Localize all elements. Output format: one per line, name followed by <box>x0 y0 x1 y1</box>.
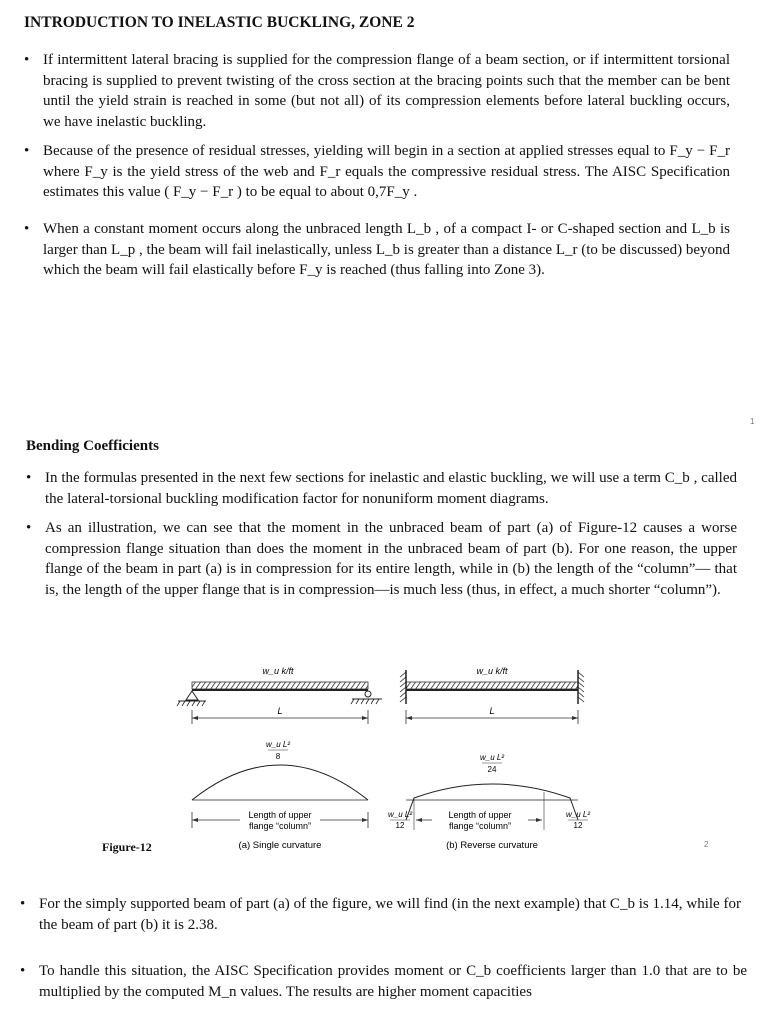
bullet-dot: • <box>24 221 30 237</box>
bullet-dot: • <box>26 470 32 486</box>
distributed-load-b <box>406 682 578 689</box>
slide1-bullet-1-text: If intermittent lateral bracing is supplied for the compression flange of a beam section, or if intermittent torsional bracing is supplied to prevent twisting of the cross section at the bracing points such that the member can be bent until the yield strain is reached in some (but not all) of its compression elements before lateral buckling occurs, we have inelastic buckling. <box>43 52 730 130</box>
bullet-dot: • <box>26 520 32 536</box>
svg-text:L: L <box>277 706 283 716</box>
slide2-bullet-1-text: In the formulas presented in the next few sections for inelastic and elastic buckling, we will use a term C_b , called the lateral-torsional buckling modification factor for nonuniform moment diagrams. <box>45 470 737 507</box>
figure-label: Figure-12 <box>102 840 152 854</box>
load-label-b: w_u k/ft <box>476 666 508 676</box>
svg-text:Length of upper: Length of upper <box>448 810 512 820</box>
span-dimension-a <box>192 706 368 724</box>
bullet-dot: • <box>20 963 26 979</box>
svg-text:w_u L²: w_u L² <box>387 810 413 819</box>
svg-text:24: 24 <box>487 765 497 774</box>
svg-text:8: 8 <box>275 752 281 761</box>
pin-support-left <box>177 691 206 706</box>
slide2-bullet-2-text: As an illustration, we can see that the moment in the unbraced beam of part (a) of Figure-12 causes a worse compression flange situation than does the moment in the unbraced beam of part (b). For one reason, the upper flange of the beam in part (a) is in compression for its entire length, while in (b) the length of the “column”— that is, the length of the upper flange that is in compression—is much less (thus, in effect, a much shorter “column”). <box>45 520 737 598</box>
svg-text:flange “column”: flange “column” <box>248 821 312 831</box>
slide3-bullet-2-text: To handle this situation, the AISC Specification provides moment or C_b coefficients larger than 1.0 that are to be multiplied by the computed M_n values. The results are higher moment capacities <box>39 963 747 1000</box>
svg-text:12: 12 <box>573 821 583 830</box>
page-number: 2 <box>704 840 709 849</box>
bullet-dot: • <box>24 52 30 68</box>
slide1-bullet-2-text: Because of the presence of residual stresses, yielding will begin in a section at applied stresses equal to F_y − F_r where F_y is the yield stress of the web and F_r equals the compressive residual stress. The AISC Specification estimates this value ( F_y − F_r ) to be equal to about 0,7F_y . <box>43 143 730 200</box>
slide1-bullet-3-text: When a constant moment occurs along the unbraced length L_b , of a compact I- or C-shaped section and L_b is larger than L_p , the beam will fail inelastically, unless L_b is greater than a distance L_r (to be discussed) beyond which the beam will fail elastically before F_y is reached (thus falling into Zone 3). <box>43 221 730 278</box>
slide2-title: Bending Coefficients <box>26 438 159 454</box>
distributed-load-a <box>192 682 368 689</box>
caption-b: (b) Reverse curvature <box>446 840 538 851</box>
flange-length-b <box>416 810 542 831</box>
roller-support-right <box>351 691 382 704</box>
figure-12 <box>170 660 610 860</box>
slide1-title: INTRODUCTION TO INELASTIC BUCKLING, ZONE 2 <box>24 14 415 31</box>
svg-text:Length of upper: Length of upper <box>248 810 312 820</box>
svg-text:L: L <box>489 706 495 716</box>
moment-diagram-a <box>192 740 368 800</box>
caption-a: (a) Single curvature <box>238 840 322 851</box>
slide3-bullet-1-text: For the simply supported beam of part (a) of the figure, we will find (in the next example) that C_b is 1.14, while for the beam of part (b) it is 2.38. <box>39 896 741 933</box>
svg-text:w_u L²: w_u L² <box>479 753 505 762</box>
flange-length-a <box>192 810 368 831</box>
bullet-dot: • <box>24 143 30 159</box>
svg-text:flange “column”: flange “column” <box>448 821 512 831</box>
svg-text:w_u L²: w_u L² <box>565 810 591 819</box>
svg-text:12: 12 <box>395 821 405 830</box>
beam-b <box>388 666 590 851</box>
bullet-dot: • <box>20 896 26 912</box>
span-dimension-b <box>406 706 578 724</box>
load-label-a: w_u k/ft <box>262 666 294 676</box>
svg-text:w_u L²: w_u L² <box>265 740 291 749</box>
beam-a <box>177 666 382 851</box>
fixed-support-left <box>400 670 406 704</box>
fixed-support-right <box>578 670 584 704</box>
page-number: 1 <box>750 417 755 426</box>
